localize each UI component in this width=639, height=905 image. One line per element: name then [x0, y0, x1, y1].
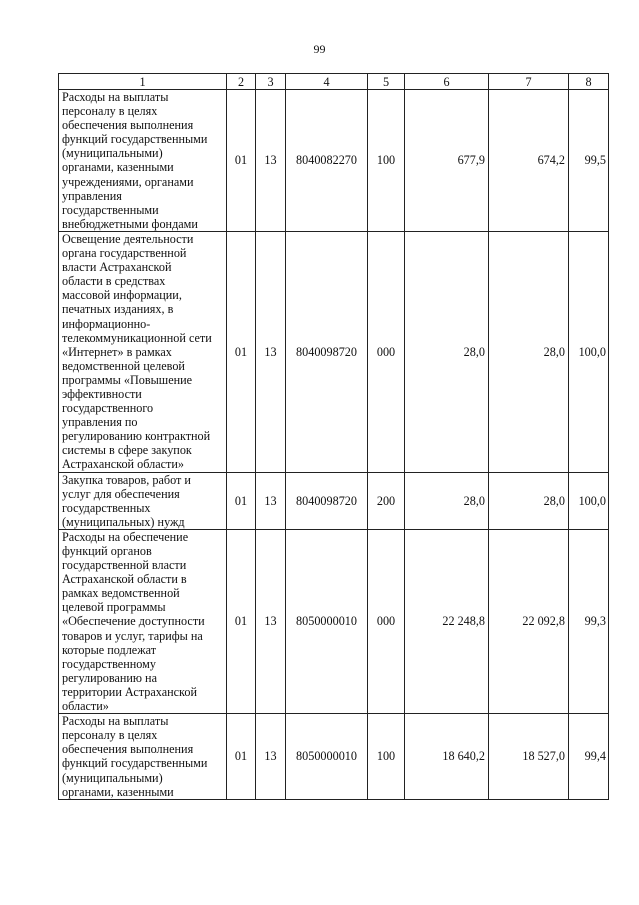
row-target-code: 8040098720 — [286, 472, 368, 529]
header-row — [59, 74, 609, 90]
row-actual-amount: 28,0 — [489, 231, 569, 472]
header-col-2: 2 — [227, 74, 256, 90]
header-col-3: 3 — [256, 74, 286, 90]
row-section-code: 01 — [227, 90, 256, 232]
row-name: Закупка товаров, работ и услуг для обеспечения государственных (муниципальных) нужд — [59, 472, 227, 529]
row-section-code: 01 — [227, 231, 256, 472]
row-section-code: 01 — [227, 714, 256, 800]
row-planned-amount: 18 640,2 — [405, 714, 489, 800]
row-name: Расходы на выплаты персоналу в целях обеспечения выполнения функций государственными (муниципальными) органами, казенными — [59, 714, 227, 800]
row-target-code: 8050000010 — [286, 529, 368, 713]
row-section-code: 01 — [227, 472, 256, 529]
row-expense-type-code: 000 — [368, 529, 405, 713]
row-percent: 99,5 — [569, 90, 609, 232]
row-target-code: 8050000010 — [286, 714, 368, 800]
row-subsection-code: 13 — [256, 90, 286, 232]
header-col-7: 7 — [489, 74, 569, 90]
row-expense-type-code: 100 — [368, 90, 405, 232]
row-expense-type-code: 000 — [368, 231, 405, 472]
row-planned-amount: 28,0 — [405, 472, 489, 529]
header-col-5: 5 — [368, 74, 405, 90]
row-actual-amount: 28,0 — [489, 472, 569, 529]
row-percent: 100,0 — [569, 472, 609, 529]
header-col-6: 6 — [405, 74, 489, 90]
row-percent: 99,4 — [569, 714, 609, 800]
table-row — [59, 231, 609, 472]
table-row — [59, 90, 609, 232]
row-actual-amount: 22 092,8 — [489, 529, 569, 713]
row-percent: 99,3 — [569, 529, 609, 713]
row-planned-amount: 28,0 — [405, 231, 489, 472]
row-subsection-code: 13 — [256, 231, 286, 472]
header-col-8: 8 — [569, 74, 609, 90]
page-number: 99 — [313, 42, 326, 56]
table-row — [59, 472, 609, 529]
budget-table — [58, 73, 609, 800]
row-subsection-code: 13 — [256, 472, 286, 529]
row-actual-amount: 674,2 — [489, 90, 569, 232]
row-planned-amount: 677,9 — [405, 90, 489, 232]
row-actual-amount: 18 527,0 — [489, 714, 569, 800]
table-row — [59, 529, 609, 713]
row-expense-type-code: 200 — [368, 472, 405, 529]
row-planned-amount: 22 248,8 — [405, 529, 489, 713]
header-col-1: 1 — [59, 74, 227, 90]
header-col-4: 4 — [286, 74, 368, 90]
row-name: Освещение деятельности органа государственной власти Астраханской области в средствах массовой информации, печатных изданиях, в информационно- телекоммуникационной сети «Интернет» в рамках ведомственной целевой программы «Повышение эффективности государственного управления по регулированию контрактной системы в сфере закупок Астраханской области» — [59, 231, 227, 472]
table-row — [59, 714, 609, 800]
row-name: Расходы на обеспечение функций органов государственной власти Астраханской области в рамках ведомственной целевой программы «Обеспечение доступности товаров и услуг, тарифы на которые подлежат государственному регулированию на территории Астраханской области» — [59, 529, 227, 713]
row-section-code: 01 — [227, 529, 256, 713]
row-percent: 100,0 — [569, 231, 609, 472]
row-name: Расходы на выплаты персоналу в целях обеспечения выполнения функций государственными (муниципальными) органами, казенными учреждениями, органами управления государственными внебюджетными фондами — [59, 90, 227, 232]
row-expense-type-code: 100 — [368, 714, 405, 800]
row-subsection-code: 13 — [256, 714, 286, 800]
row-target-code: 8040098720 — [286, 231, 368, 472]
row-subsection-code: 13 — [256, 529, 286, 713]
row-target-code: 8040082270 — [286, 90, 368, 232]
